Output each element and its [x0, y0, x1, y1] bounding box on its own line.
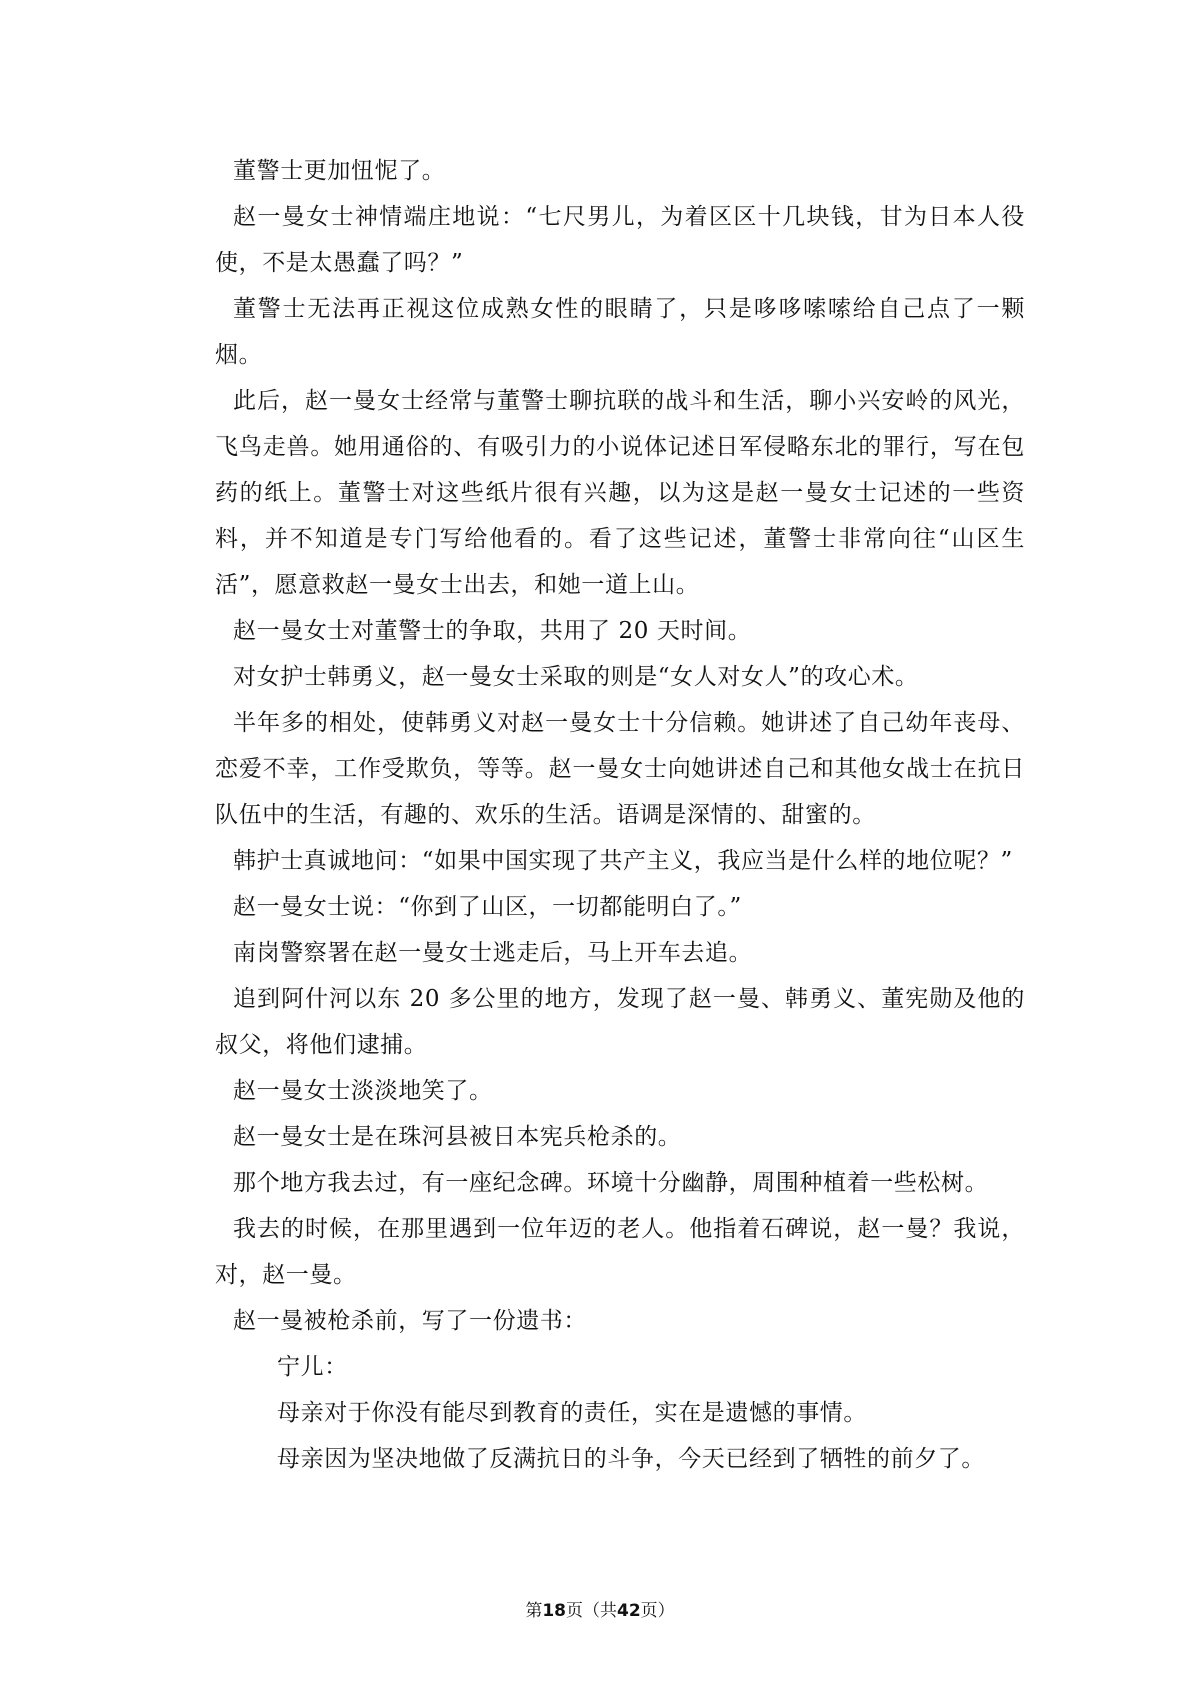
footer-middle: 页（共 [566, 1601, 617, 1621]
paragraph: 赵一曼女士淡淡地笑了。 [233, 1078, 493, 1104]
paragraph: 董警士无法再正视这位成熟女性的眼睛了，只是哆哆嗦嗦给自己点了一颗烟。 [215, 296, 1025, 368]
paragraph: 南岗警察署在赵一曼女士逃走后，马上开车去追。 [233, 940, 753, 966]
letter-line: 母亲因为坚决地做了反满抗日的斗争，今天已经到了牺牲的前夕了。 [277, 1446, 985, 1472]
paragraph: 赵一曼女士是在珠河县被日本宪兵枪杀的。 [233, 1124, 682, 1150]
paragraph: 赵一曼女士对董警士的争取，共用了 20 天时间。 [233, 618, 752, 644]
body-text [215, 148, 1025, 1482]
page-number: 18 [542, 1601, 566, 1621]
paragraph: 此后，赵一曼女士经常与董警士聊抗联的战斗和生活，聊小兴安岭的风光，飞鸟走兽。她用通俗的、有吸引力的小说体记述日军侵略东北的罪行，写在包药的纸上。董警士对这些纸片很有兴趣，以为这是赵一曼女士记述的一些资料，并不知道是专门写给他看的。看了这些记述，董警士非常向往“山区生活”，愿意救赵一曼女士出去，和她一道上山。 [215, 388, 1025, 598]
paragraph: 赵一曼被枪杀前，写了一份遗书： [233, 1308, 587, 1334]
letter-salutation: 宁儿： [277, 1354, 348, 1380]
paragraph: 赵一曼女士说：“你到了山区，一切都能明白了。” [233, 894, 742, 920]
paragraph: 赵一曼女士神情端庄地说：“七尺男儿，为着区区十几块钱，甘为日本人役使，不是太愚蠢了吗？” [215, 204, 1025, 276]
paragraph: 董警士更加忸怩了。 [233, 158, 446, 184]
paragraph: 对女护士韩勇义，赵一曼女士采取的则是“女人对女人”的攻心术。 [233, 664, 919, 690]
total-pages: 42 [617, 1601, 641, 1621]
paragraph: 那个地方我去过，有一座纪念碑。环境十分幽静，周围种植着一些松树。 [233, 1170, 989, 1196]
footer-suffix: 页） [640, 1601, 675, 1621]
page-footer [0, 1596, 1200, 1621]
paragraph: 我去的时候，在那里遇到一位年迈的老人。他指着石碑说，赵一曼？我说，对，赵一曼。 [215, 1216, 1025, 1288]
paragraph: 追到阿什河以东 20 多公里的地方，发现了赵一曼、韩勇义、董宪勋及他的叔父，将他们逮捕。 [215, 986, 1025, 1058]
letter-line: 母亲对于你没有能尽到教育的责任，实在是遗憾的事情。 [277, 1400, 867, 1426]
paragraph: 半年多的相处，使韩勇义对赵一曼女士十分信赖。她讲述了自己幼年丧母、恋爱不幸，工作受欺负，等等。赵一曼女士向她讲述自己和其他女战士在抗日队伍中的生活，有趣的、欢乐的生活。语调是深情的、甜蜜的。 [215, 710, 1025, 828]
paragraph: 韩护士真诚地问：“如果中国实现了共产主义，我应当是什么样的地位呢？” [233, 848, 1013, 874]
footer-prefix: 第 [525, 1601, 543, 1621]
